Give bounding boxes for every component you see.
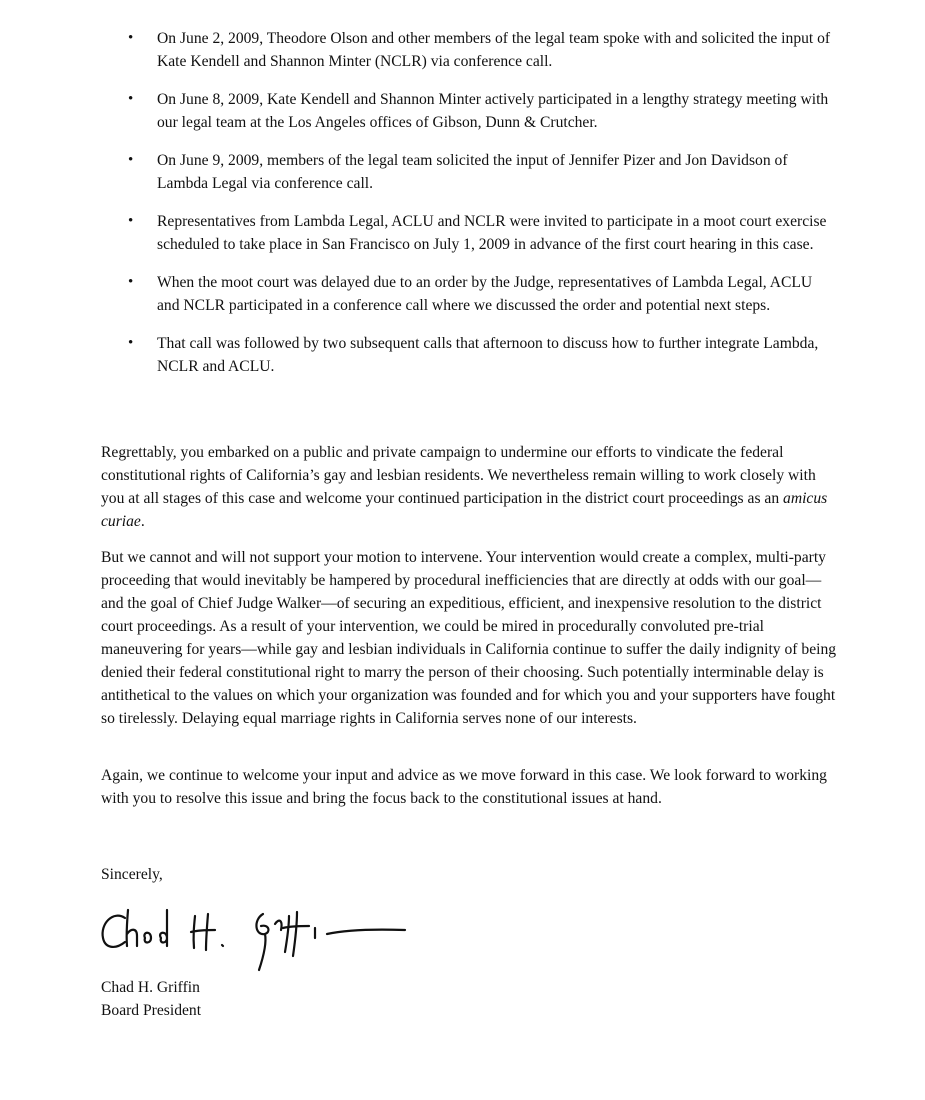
bullet-item [0, 149, 837, 195]
bullet-dot: • [128, 213, 134, 229]
bullet-text: That call was followed by two subsequent calls that afternoon to discuss how to further integrate Lambda, NCLR and ACLU. [157, 335, 819, 375]
bullet-dot: • [128, 335, 134, 351]
bullet-dot: • [128, 30, 134, 46]
bullet-dot: • [128, 91, 134, 107]
bullet-dot: • [128, 274, 134, 290]
bullet-text: On June 9, 2009, members of the legal team solicited the input of Jennifer Pizer and Jon Davidson of Lambda Legal via conference call. [157, 152, 788, 192]
paragraph-regrettably [101, 441, 841, 533]
bullet-item [0, 27, 837, 73]
bullet-text: When the moot court was delayed due to an order by the Judge, representatives of Lambda Legal, ACLU and NCLR participated in a conference call where we discussed the order and potential next steps. [157, 274, 813, 314]
bullet-text: Representatives from Lambda Legal, ACLU and NCLR were invited to participate in a moot court exercise scheduled to take place in San Francisco on July 1, 2009 in advance of the first court hearing in this case. [157, 213, 827, 253]
bullet-text: On June 8, 2009, Kate Kendell and Shannon Minter actively participated in a lengthy strategy meeting with our legal team at the Los Angeles offices of Gibson, Dunn & Crutcher. [157, 91, 829, 131]
signer-title: Board President [101, 1002, 202, 1019]
paragraph-text: Regrettably, you embarked on a public and private campaign to undermine our efforts to vindicate the federal constitutional rights of California’s gay and lesbian residents. We nevertheless remain willing to work closely with you at all stages of this case and welcome your continued participation in the district court proceedings as an [101, 444, 816, 507]
paragraph-intervention: But we cannot and will not support your motion to intervene. Your intervention would create a complex, multi-party proceeding that would inevitably be hampered by procedural inefficiencies that are directly at odds with our goal—and the goal of Chief Judge Walker—of securing an expeditious, efficient, and inexpensive resolution to the district court proceedings. As a result of your intervention, we could be mired in procedurally convoluted pre-trial maneuvering for years—while gay and lesbian individuals in California continue to suffer the daily indignity of being denied their federal constitutional right to marry the person of their choosing. Such potentially interminable delay is antithetical to the values on which your organization was founded and for which you and your supporters have fought so tirelessly. Delaying equal marriage rights in California serves none of our interests. [101, 549, 837, 727]
bullet-item [0, 88, 837, 134]
bullet-item [0, 210, 837, 256]
bullet-text: On June 2, 2009, Theodore Olson and other members of the legal team spoke with and solicited the input of Kate Kendell and Shannon Minter (NCLR) via conference call. [157, 30, 831, 70]
paragraph-again: Again, we continue to welcome your input and advice as we move forward in this case. We look forward to working with you to resolve this issue and bring the focus back to the constitutional issues at hand. [101, 767, 827, 807]
bullet-item [0, 332, 837, 378]
signature-image [95, 896, 425, 986]
bullet-dot: • [128, 152, 134, 168]
paragraph-end: . [140, 513, 145, 530]
bullet-item [0, 271, 837, 317]
bullet-list [0, 27, 925, 393]
amicus-curiae-term: amicus curiae [101, 490, 828, 530]
signer-name: Chad H. Griffin [101, 979, 200, 996]
closing-salutation: Sincerely, [101, 866, 163, 883]
